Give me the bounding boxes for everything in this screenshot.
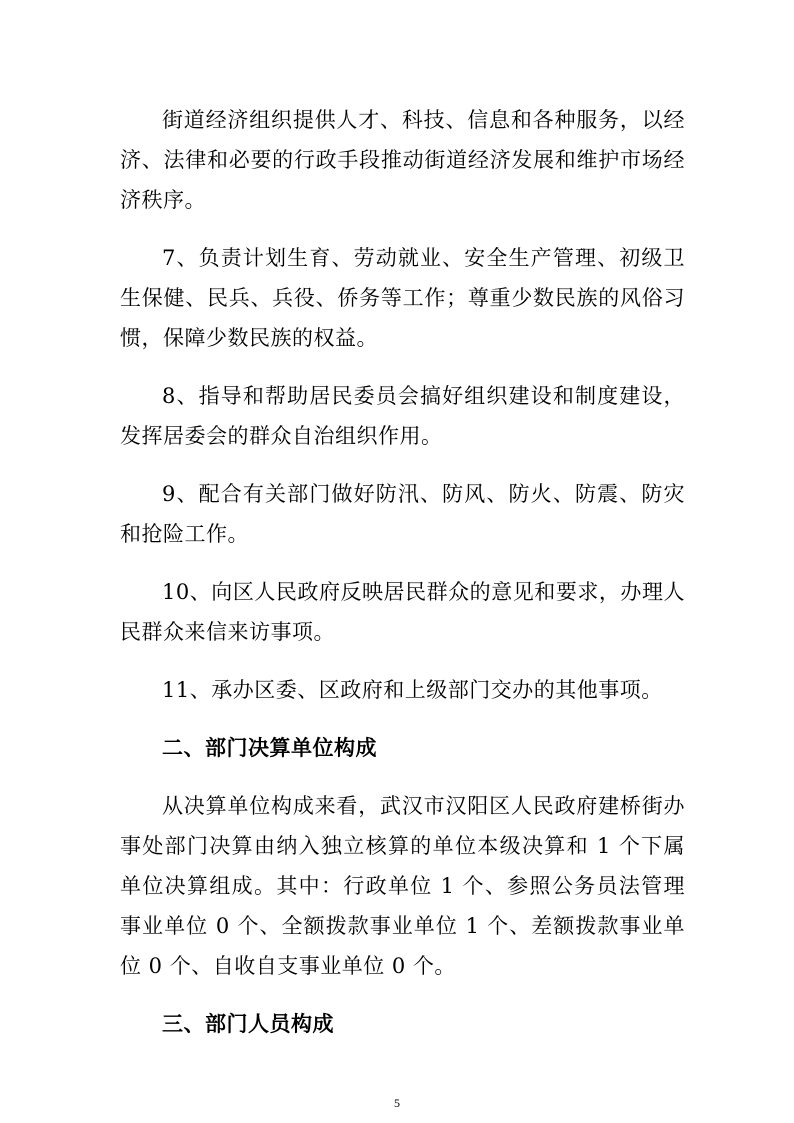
paragraph-item-9: 9、配合有关部门做好防汛、防风、防火、防震、防灾和抢险工作。 xyxy=(120,482,685,546)
section-heading-staff-composition: 三、部门人员构成 xyxy=(162,1011,334,1036)
document-body xyxy=(120,100,685,1062)
paragraph-unit-composition: 从决算单位构成来看，武汉市汉阳区人民政府建桥街办事处部门决算由纳入独立核算的单位本级决算和 1 个下属单位决算组成。其中：行政单位 1 个、参照公务员法管理事业单位 0 个、全额拨款事业单位 1 个、差额拨款事业单位 0 个、自收自支事业单位 0 个。 xyxy=(120,794,685,978)
page-number: 5 xyxy=(394,1096,400,1110)
paragraph-item-10: 10、向区人民政府反映居民群众的意见和要求，办理人民群众来信来访事项。 xyxy=(120,580,685,644)
paragraph-item-7: 7、负责计划生育、劳动就业、安全生产管理、初级卫生保健、民兵、兵役、侨务等工作；尊重少数民族的风俗习惯，保障少数民族的权益。 xyxy=(120,246,685,350)
paragraph-services: 街道经济组织提供人才、科技、信息和各种服务，以经济、法律和必要的行政手段推动街道经济发展和维护市场经济秩序。 xyxy=(120,108,685,212)
paragraph-item-8: 8、指导和帮助居民委员会搞好组织建设和制度建设，发挥居委会的群众自治组织作用。 xyxy=(120,384,685,448)
section-heading-unit-composition: 二、部门决算单位构成 xyxy=(162,735,377,760)
paragraph-item-11: 11、承办区委、区政府和上级部门交办的其他事项。 xyxy=(162,678,663,702)
